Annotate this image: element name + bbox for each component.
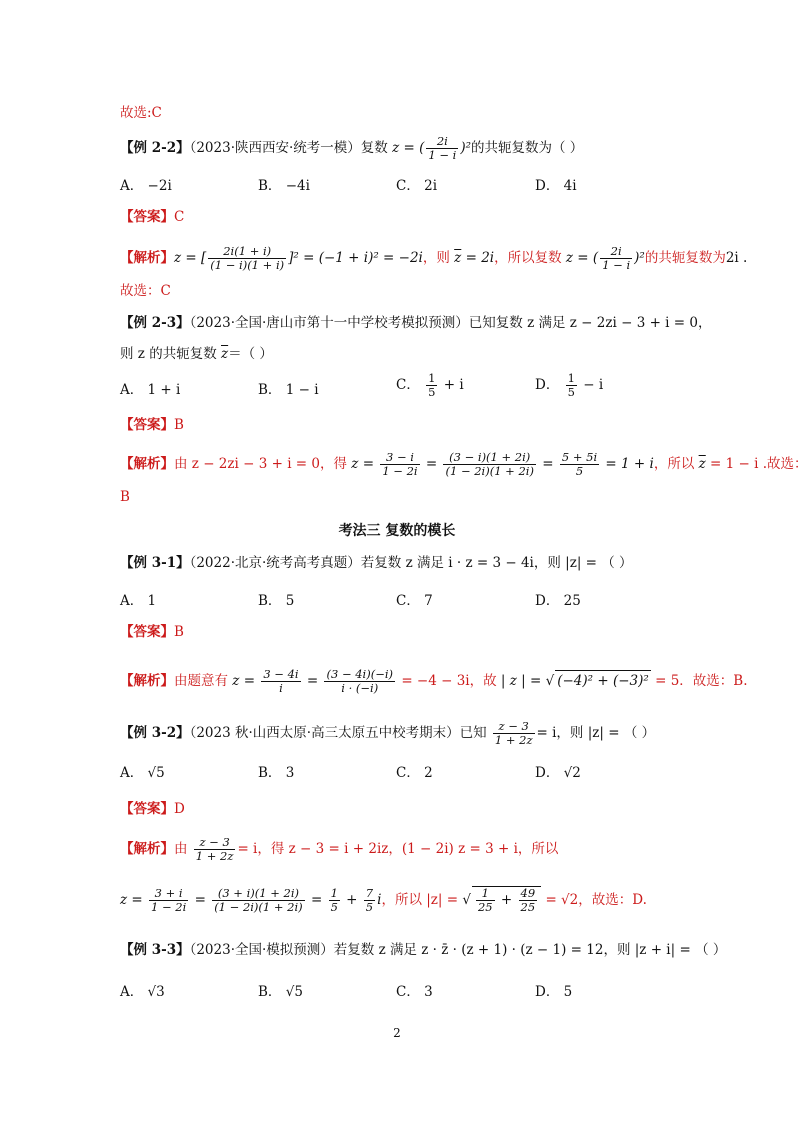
formula: $\overline{z} = 2i$ [454, 250, 495, 266]
option-b: B． √5 [258, 984, 303, 1000]
option-c: C． 3 [396, 984, 433, 1000]
solution-text: = 5．故选：B. [655, 673, 748, 689]
solution-line [120, 245, 747, 272]
formula: $\overline{z}$ [698, 456, 706, 472]
example-source: （2023·陕西西安·统考一模） [189, 140, 361, 156]
option-a: A． −2i [120, 178, 172, 194]
option-b: B． −4i [258, 178, 310, 194]
example-source: （2023·全国·唐山市第十一中学校考模拟预测） [189, 315, 469, 331]
solution-text: = −4 − 3i，故 [401, 673, 497, 689]
formula: z = $\frac{3 + i}{1 - 2i}$ = $\frac{(3 + i)(1 + 2i)}{(1 - 2i)(1 + 2i)}$ = $\frac{1}{5}$ + $\frac{7}{5}$ i [120, 886, 382, 914]
final-answer-line: 故选：C [120, 283, 171, 299]
solution-value: 2i . [725, 250, 748, 266]
section-heading: 考法三 复数的模长 [338, 523, 456, 539]
example-source: （2023 秋·山西太原·高三太原五中校考期末） [189, 725, 460, 741]
question-text: 的共轭复数为（ ） [471, 140, 584, 156]
solution-line [120, 451, 808, 478]
option-a: A． √3 [120, 984, 165, 1000]
option-label: D． [535, 377, 560, 393]
option-a: A． √5 [120, 765, 165, 781]
example-label: 【例 3-2】 [120, 725, 190, 741]
option-b: B． 1 − i [258, 382, 319, 398]
solution-text: ，所以 [653, 456, 695, 472]
option-label: C． [396, 377, 420, 393]
solution-line [120, 668, 748, 695]
answer-line [120, 415, 184, 435]
answer-label: 【答案】 [120, 801, 174, 817]
example-label: 【例 2-2】 [120, 140, 190, 156]
example-3-2-question [120, 720, 655, 747]
solution-label: 【解析】 [120, 250, 174, 266]
solution-line-cont [120, 886, 647, 914]
example-source: （2023·全国·模拟预测） [189, 942, 334, 958]
solution-text: 由题意有 [174, 673, 228, 689]
formula: z = ( $\frac{2i}{1 - i}$ )² [392, 134, 472, 162]
solution-text: = i，得 z − 3 = i + 2iz，(1 − 2i) z = 3 + i，所以 [237, 841, 559, 857]
question-text: 已知 [459, 725, 487, 741]
solution-label: 【解析】 [120, 673, 174, 689]
answer-line [120, 799, 185, 819]
option-c: C． 7 [396, 593, 433, 609]
final-answer-line: B [120, 489, 130, 505]
solution-line [120, 836, 558, 863]
solution-text: 由 z − 2zi − 3 + i = 0，得 [174, 456, 347, 472]
page-number: 2 [393, 1026, 401, 1040]
solution-text: ，所以 |z| = [381, 892, 459, 908]
option-c: C． 2 [396, 765, 433, 781]
question-text: 已知复数 z 满足 z − 2zi − 3 + i = 0， [468, 315, 712, 331]
answer-line [120, 207, 184, 227]
example-source: （2022·北京·统考高考真题） [189, 555, 361, 571]
option-d: D． √2 [535, 765, 581, 781]
option-a: A． 1 [120, 593, 157, 609]
formula: $\frac{z - 3}{1 + 2z}$ [494, 719, 533, 747]
answer-value: B [174, 417, 184, 433]
option-b: B． 3 [258, 765, 295, 781]
formula: z = ( $\frac{2i}{1 - i}$ )² [565, 244, 645, 272]
example-3-3-question [120, 940, 726, 960]
answer-label: 【答案】 [120, 209, 174, 225]
answer-value: C [174, 209, 185, 225]
option-c: C． $\frac{1}{5}$ + i [396, 371, 464, 399]
example-2-2-question [120, 135, 583, 162]
solution-text: = 1 − i .故选： [710, 456, 808, 472]
formula: z = [ $\frac{2i(1 + i)}{(1 - i)(1 + i)}$ ]² = (−1 + i)² = −2i [174, 244, 423, 272]
formula: | z | = √ (−4)² + (−3)² [501, 673, 651, 689]
answer-label: 【答案】 [120, 417, 174, 433]
prev-answer-line: 故选:C [120, 105, 162, 121]
formula: √ $\frac{1}{25}$ + $\frac{49}{25}$ [462, 892, 541, 908]
question-text: = i，则 |z| = （ ） [536, 725, 656, 741]
formula: z = $\frac{3 - i}{1 - 2i}$ = $\frac{(3 - i)(1 + 2i)}{(1 - 2i)(1 + 2i)}$ = $\frac{5 + 5i}{5}$ = 1 + i [351, 450, 654, 478]
question-text: 复数 [360, 140, 388, 156]
example-label: 【例 3-3】 [120, 942, 190, 958]
option-d: D． 25 [535, 593, 581, 609]
question-text: 则 z 的共轭复数 [120, 346, 217, 362]
solution-text: ，则 [422, 250, 450, 266]
solution-text: 由 [174, 841, 188, 857]
solution-label: 【解析】 [120, 456, 174, 472]
solution-text: = √2，故选：D. [545, 892, 647, 908]
option-d: D． $\frac{1}{5}$ − i [535, 371, 604, 399]
solution-text: ，所以复数 [494, 250, 562, 266]
example-label: 【例 3-1】 [120, 555, 190, 571]
formula: $\frac{z - 3}{1 + 2z}$ [195, 835, 234, 863]
option-d: D． 5 [535, 984, 573, 1000]
solution-label: 【解析】 [120, 841, 174, 857]
option-c: C． 2i [396, 178, 438, 194]
question-text: ＝（ ） [228, 346, 273, 362]
option-b: B． 5 [258, 593, 295, 609]
example-2-3-question-cont [120, 344, 273, 364]
option-a: A． 1 + i [120, 382, 181, 398]
option-d: D． 4i [535, 178, 577, 194]
answer-line [120, 622, 184, 642]
formula: $\overline{z}$ [221, 346, 229, 362]
example-2-3-question [120, 313, 712, 333]
example-3-1-question [120, 553, 633, 573]
answer-value: D [174, 801, 185, 817]
answer-value: B [174, 624, 184, 640]
example-label: 【例 2-3】 [120, 315, 190, 331]
answer-label: 【答案】 [120, 624, 174, 640]
question-text: 若复数 z 满足 i · z = 3 − 4i，则 |z| = （ ） [360, 555, 633, 571]
solution-text: 的共轭复数为 [644, 250, 726, 266]
formula: z = $\frac{3 - 4i}{i}$ = $\frac{(3 - 4i)(-i)}{i \cdot (-i)}$ [232, 667, 394, 695]
question-text: 若复数 z 满足 z · z̄ · (z + 1) · (z − 1) = 12，则 |z + i| = （ ） [333, 942, 727, 958]
